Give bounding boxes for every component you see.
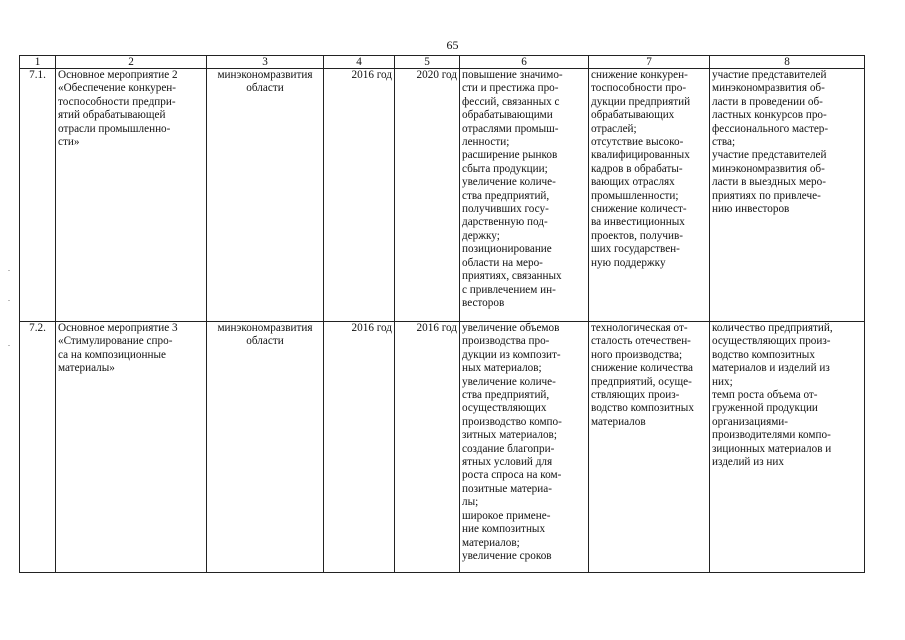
- indicator-link: количество предприятий, осуществляющих произ- водство композитных материалов и изделий из них; темп роста объема от- груженной продукции организациями- производителями компо- зиционных материалов и изделий из них: [710, 322, 865, 573]
- column-header-6: 6: [460, 56, 589, 69]
- start-year: 2016 год: [324, 69, 395, 322]
- scan-mark: [8, 300, 10, 301]
- executor: минэкономразвития области: [207, 69, 324, 322]
- table-row: [20, 69, 865, 322]
- expected-result: увеличение объемов производства про- дукции из композит- ных материалов; увеличение количе- ства предприятий, осуществляющих производство компо- зитных материалов; создание благопри- ятных условий для роста спроса на ком- позитные материа- лы; широкое примене- ние композитных материалов; увеличение сроков: [460, 322, 589, 573]
- column-header-3: 3: [207, 56, 324, 69]
- table-row: [20, 322, 865, 573]
- indicator-link: участие представителей минэкономразвития об- ласти в проведении об- ластных конкурсов про- фессионального мастер- ства; участие представителей минэкономразвития об- ласти в выездных меро- приятиях по привлече- нию инвесторов: [710, 69, 865, 322]
- non-implementation-consequences: снижение конкурен- тоспособности про- дукции предприятий обрабатывающих отраслей; отсутствие высоко- квалифицированных кадров в обрабаты- вающих отраслях промышленности; снижение количест- ва инвестиционных проектов, получив- ших государствен- ную поддержку: [589, 69, 710, 322]
- start-year: 2016 год: [324, 322, 395, 573]
- executor: минэкономразвития области: [207, 322, 324, 573]
- non-implementation-consequences: технологическая от- сталость отечествен- ного производства; снижение количества предприятий, осуще- ствляющих произ- водство композитных материалов: [589, 322, 710, 573]
- page-number: 65: [446, 38, 459, 52]
- column-header-8: 8: [710, 56, 865, 69]
- column-header-7: 7: [589, 56, 710, 69]
- column-header-5: 5: [395, 56, 460, 69]
- scan-mark: [8, 270, 10, 271]
- column-header-2: 2: [56, 56, 207, 69]
- scan-mark: [8, 345, 10, 346]
- column-header-4: 4: [324, 56, 395, 69]
- activity-name: Основное мероприятие 2 «Обеспечение конкурен- тоспособности предпри- ятий обрабатывающей отрасли промышленно- сти»: [56, 69, 207, 322]
- table-header-row: [20, 56, 865, 69]
- row-number: 7.1.: [20, 69, 56, 322]
- column-header-1: 1: [20, 56, 56, 69]
- end-year: 2020 год: [395, 69, 460, 322]
- row-number: 7.2.: [20, 322, 56, 573]
- end-year: 2016 год: [395, 322, 460, 573]
- activity-name: Основное мероприятие 3 «Стимулирование спро- са на композиционные материалы»: [56, 322, 207, 573]
- expected-result: повышение значимо- сти и престижа про- фессий, связанных с обрабатывающими отраслями промыш- ленности; расширение рынков сбыта продукции; увеличение количе- ства предприятий, получивших госу- дарственную под- держку; позиционирование области на меро- приятиях, связанных с привлечением ин- весторов: [460, 69, 589, 322]
- activities-table: [19, 55, 865, 573]
